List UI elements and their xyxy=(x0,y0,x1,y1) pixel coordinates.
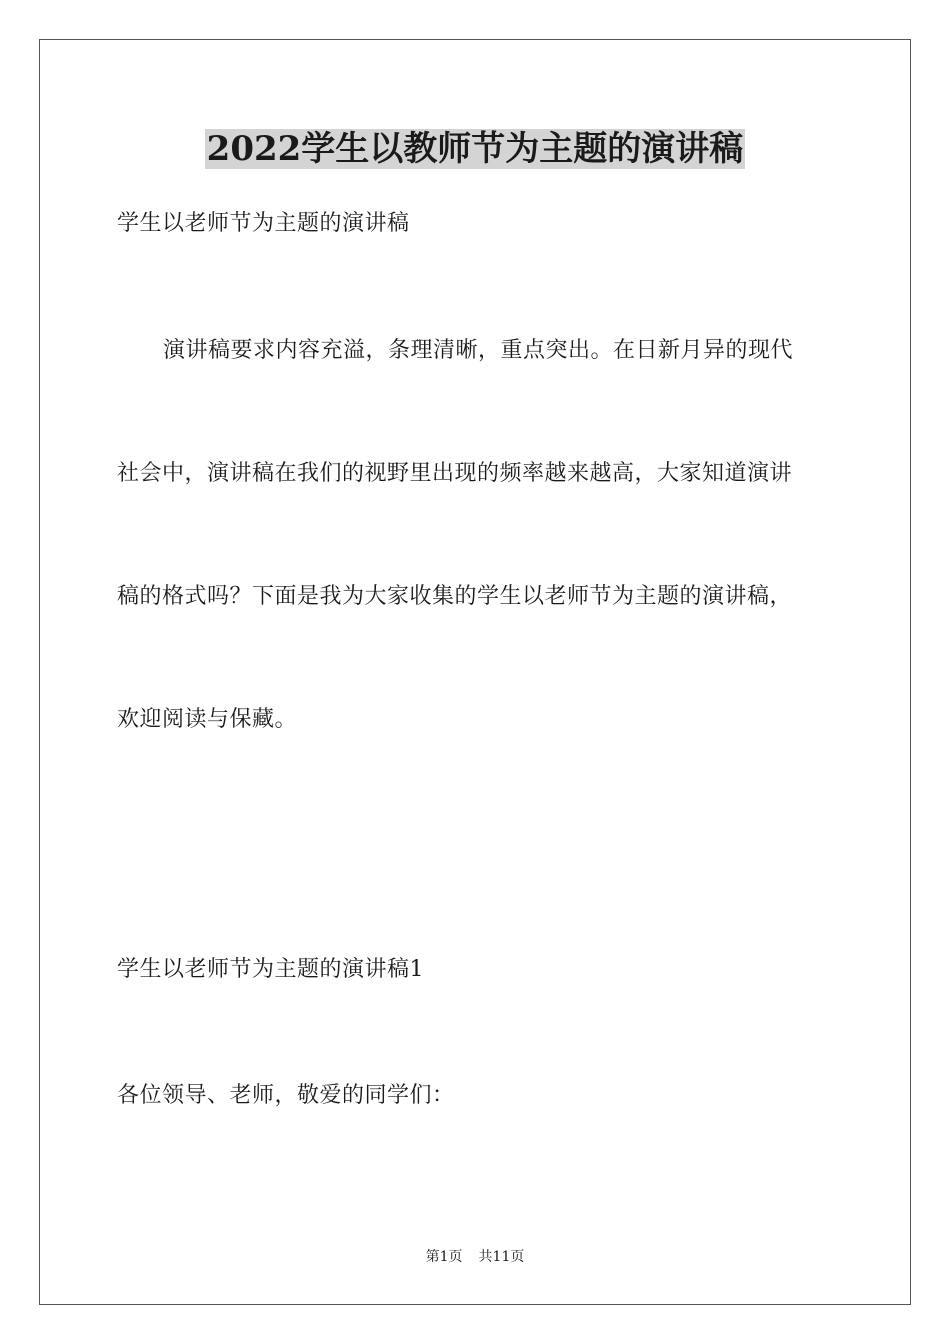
intro-line-4: 欢迎阅读与保藏。 xyxy=(117,707,298,732)
section-heading: 学生以老师节为主题的演讲稿1 xyxy=(117,957,424,982)
greeting-line: 各位领导、老师，敬爱的同学们： xyxy=(117,1083,455,1108)
document-subtitle: 学生以老师节为主题的演讲稿 xyxy=(117,211,410,236)
intro-line-1: 演讲稿要求内容充溢，条理清晰，重点突出。在日新月异的现代 xyxy=(163,338,794,363)
page-footer xyxy=(0,1247,950,1267)
document-title-text: 2022学生以教师节为主题的演讲稿 xyxy=(206,129,744,169)
intro-line-3: 稿的格式吗？下面是我为大家收集的学生以老师节为主题的演讲稿， xyxy=(117,584,793,609)
page-number: 第1页 xyxy=(425,1249,463,1265)
intro-line-2: 社会中，演讲稿在我们的视野里出现的频率越来越高，大家知道演讲 xyxy=(117,461,793,486)
page-total: 共11页 xyxy=(478,1249,525,1265)
document-title xyxy=(0,126,950,172)
